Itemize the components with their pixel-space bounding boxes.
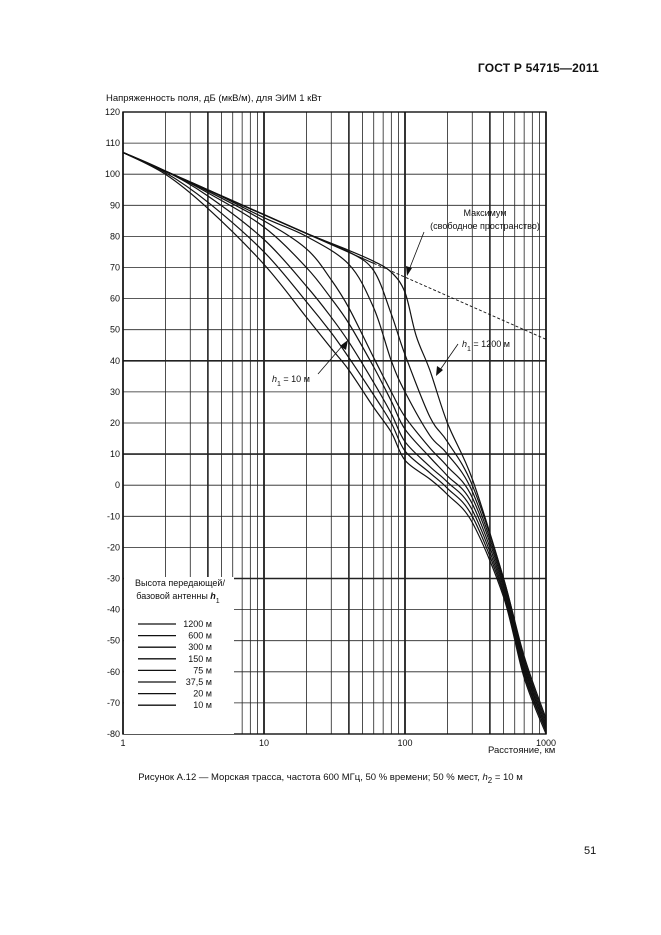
x-tick-label: 100 (397, 738, 413, 748)
annotation-h1200 (462, 339, 510, 353)
y-tick-label: 60 (109, 293, 120, 304)
legend-entry-label: 1200 м (183, 619, 212, 629)
annotation-h10-sub: 1 (277, 380, 281, 388)
page-number: 51 (584, 845, 597, 857)
y-tick-label: 20 (109, 418, 120, 428)
caption-prefix: Рисунок А.12 — Морская трасса, частота 600 МГц, 50 % времени; 50 % мест, (138, 772, 483, 783)
legend-title-sub: 1 (215, 597, 220, 605)
annotation-h1200-var: h (462, 339, 468, 349)
chart-legend (124, 577, 234, 734)
x-tick-label: 10 (258, 738, 270, 748)
y-tick-label: 80 (109, 231, 120, 242)
figure-caption (0, 772, 661, 785)
annotation-h10 (272, 374, 310, 388)
legend-entry-label: 75 м (193, 665, 212, 676)
y-tick-label: -40 (106, 604, 120, 615)
annotation-h10-pointer (318, 345, 343, 374)
annotation-max-pointer (409, 232, 424, 270)
y-tick-label: -70 (106, 697, 120, 708)
series-free-space-dashed (374, 263, 546, 339)
y-tick-label: 70 (109, 262, 120, 273)
y-tick-label: -60 (106, 666, 120, 677)
legend-entry-label: 37,5 м (185, 677, 212, 687)
legend-title-var: h (210, 591, 216, 601)
y-tick-label: -80 (106, 729, 120, 739)
annotation-h10-text: = 10 м (280, 374, 310, 384)
legend-title-line1: Высота передающей/ (135, 578, 225, 588)
document-header: ГОСТ Р 54715—2011 (477, 61, 599, 75)
legend-entry-label: 300 м (188, 642, 212, 653)
annotation-max-line1: Максимум (463, 208, 507, 218)
y-tick-label: 40 (109, 355, 120, 366)
legend-entry-label: 20 м (193, 688, 212, 699)
y-tick-label: -50 (106, 635, 120, 646)
legend-entry-label: 150 м (188, 653, 212, 664)
x-axis-label: Расстояние, км (488, 745, 556, 756)
y-tick-label: 110 (105, 138, 120, 149)
legend-entry-label: 600 м (188, 630, 212, 641)
y-tick-label: 90 (109, 200, 120, 211)
y-tick-label: 30 (109, 386, 120, 397)
annotation-h1200-sub: 1 (467, 345, 471, 353)
y-tick-label: -30 (106, 573, 120, 584)
caption-suffix: = 10 м (492, 772, 523, 783)
annotation-h10-var: h (272, 374, 278, 384)
annotation-max-line2: (свободное пространство) (430, 221, 540, 231)
y-tick-label: 10 (109, 449, 120, 460)
y-tick-label: -20 (106, 542, 120, 553)
annotation-h1200-text: = 1200 м (470, 339, 510, 349)
legend-entry-label: 10 м (193, 700, 212, 711)
x-tick-label: 1 (120, 738, 126, 748)
legend-title-text: базовой антенны (136, 591, 211, 601)
y-tick-label: -10 (106, 511, 120, 522)
y-tick-label: 0 (114, 480, 120, 491)
annotation-h10-arrowhead (340, 340, 348, 350)
y-axis-label: Напряженность поля, дБ (мкВ/м), для ЭИМ 1 кВт (106, 93, 322, 104)
y-tick-label: 50 (109, 324, 120, 335)
y-tick-label: 120 (104, 107, 120, 117)
caption-sub: 2 (487, 775, 493, 785)
x-tick-label: 1000 (535, 738, 557, 748)
y-tick-label: 100 (104, 169, 120, 180)
caption-var: h (482, 772, 488, 783)
annotation-h1200-pointer (440, 344, 458, 370)
